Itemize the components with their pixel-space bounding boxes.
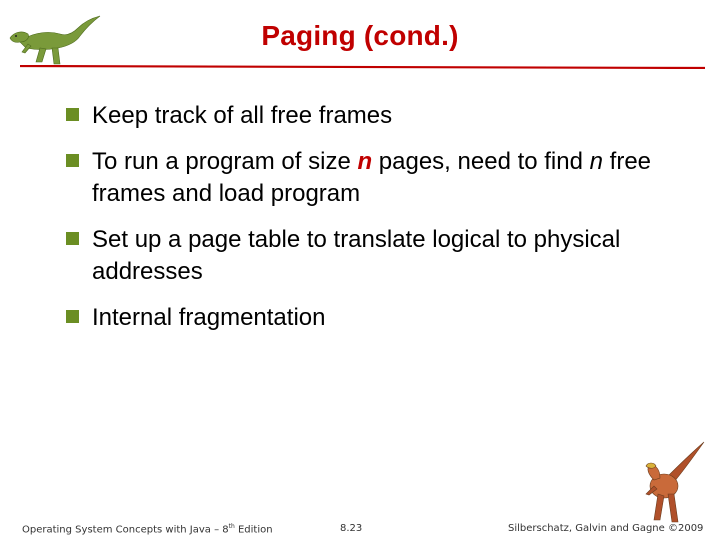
footer-page-number: 8.23 xyxy=(340,523,363,534)
bullet-text: Set up a page table to translate logical to physical addresses xyxy=(92,226,621,285)
bullet-text: To run a program of size xyxy=(92,148,358,175)
square-bullet-icon xyxy=(66,108,79,121)
footer-book-title xyxy=(22,523,273,535)
footer-edition-text: Edition xyxy=(234,524,273,536)
title-divider xyxy=(20,65,705,68)
slide-title: Paging (cond.) xyxy=(261,20,459,51)
bullet-text: pages, need to find xyxy=(372,148,590,175)
bullet-text: Internal fragmentation xyxy=(92,304,326,331)
footer-authors: Silberschatz, Galvin and Gagne ©2009 xyxy=(508,523,704,534)
square-bullet-icon xyxy=(66,154,79,167)
bullet-item-3 xyxy=(66,224,686,288)
footer-edition-sup: th xyxy=(228,523,235,530)
square-bullet-icon xyxy=(66,232,79,245)
bullet-text: Keep track of all free frames xyxy=(92,102,393,129)
variable-n-italic: n xyxy=(589,148,603,175)
bullet-text: free frames and load program xyxy=(92,148,652,207)
variable-n-emphasis: n xyxy=(357,148,373,175)
small-dinosaur-icon xyxy=(636,438,708,528)
bullet-item-2 xyxy=(66,146,686,210)
bullet-item-1 xyxy=(66,100,686,132)
footer-book-title-text: Operating System Concepts with Java – 8 xyxy=(22,524,229,536)
bullet-list xyxy=(66,100,686,348)
square-bullet-icon xyxy=(66,310,79,323)
bullet-item-4 xyxy=(66,302,686,334)
